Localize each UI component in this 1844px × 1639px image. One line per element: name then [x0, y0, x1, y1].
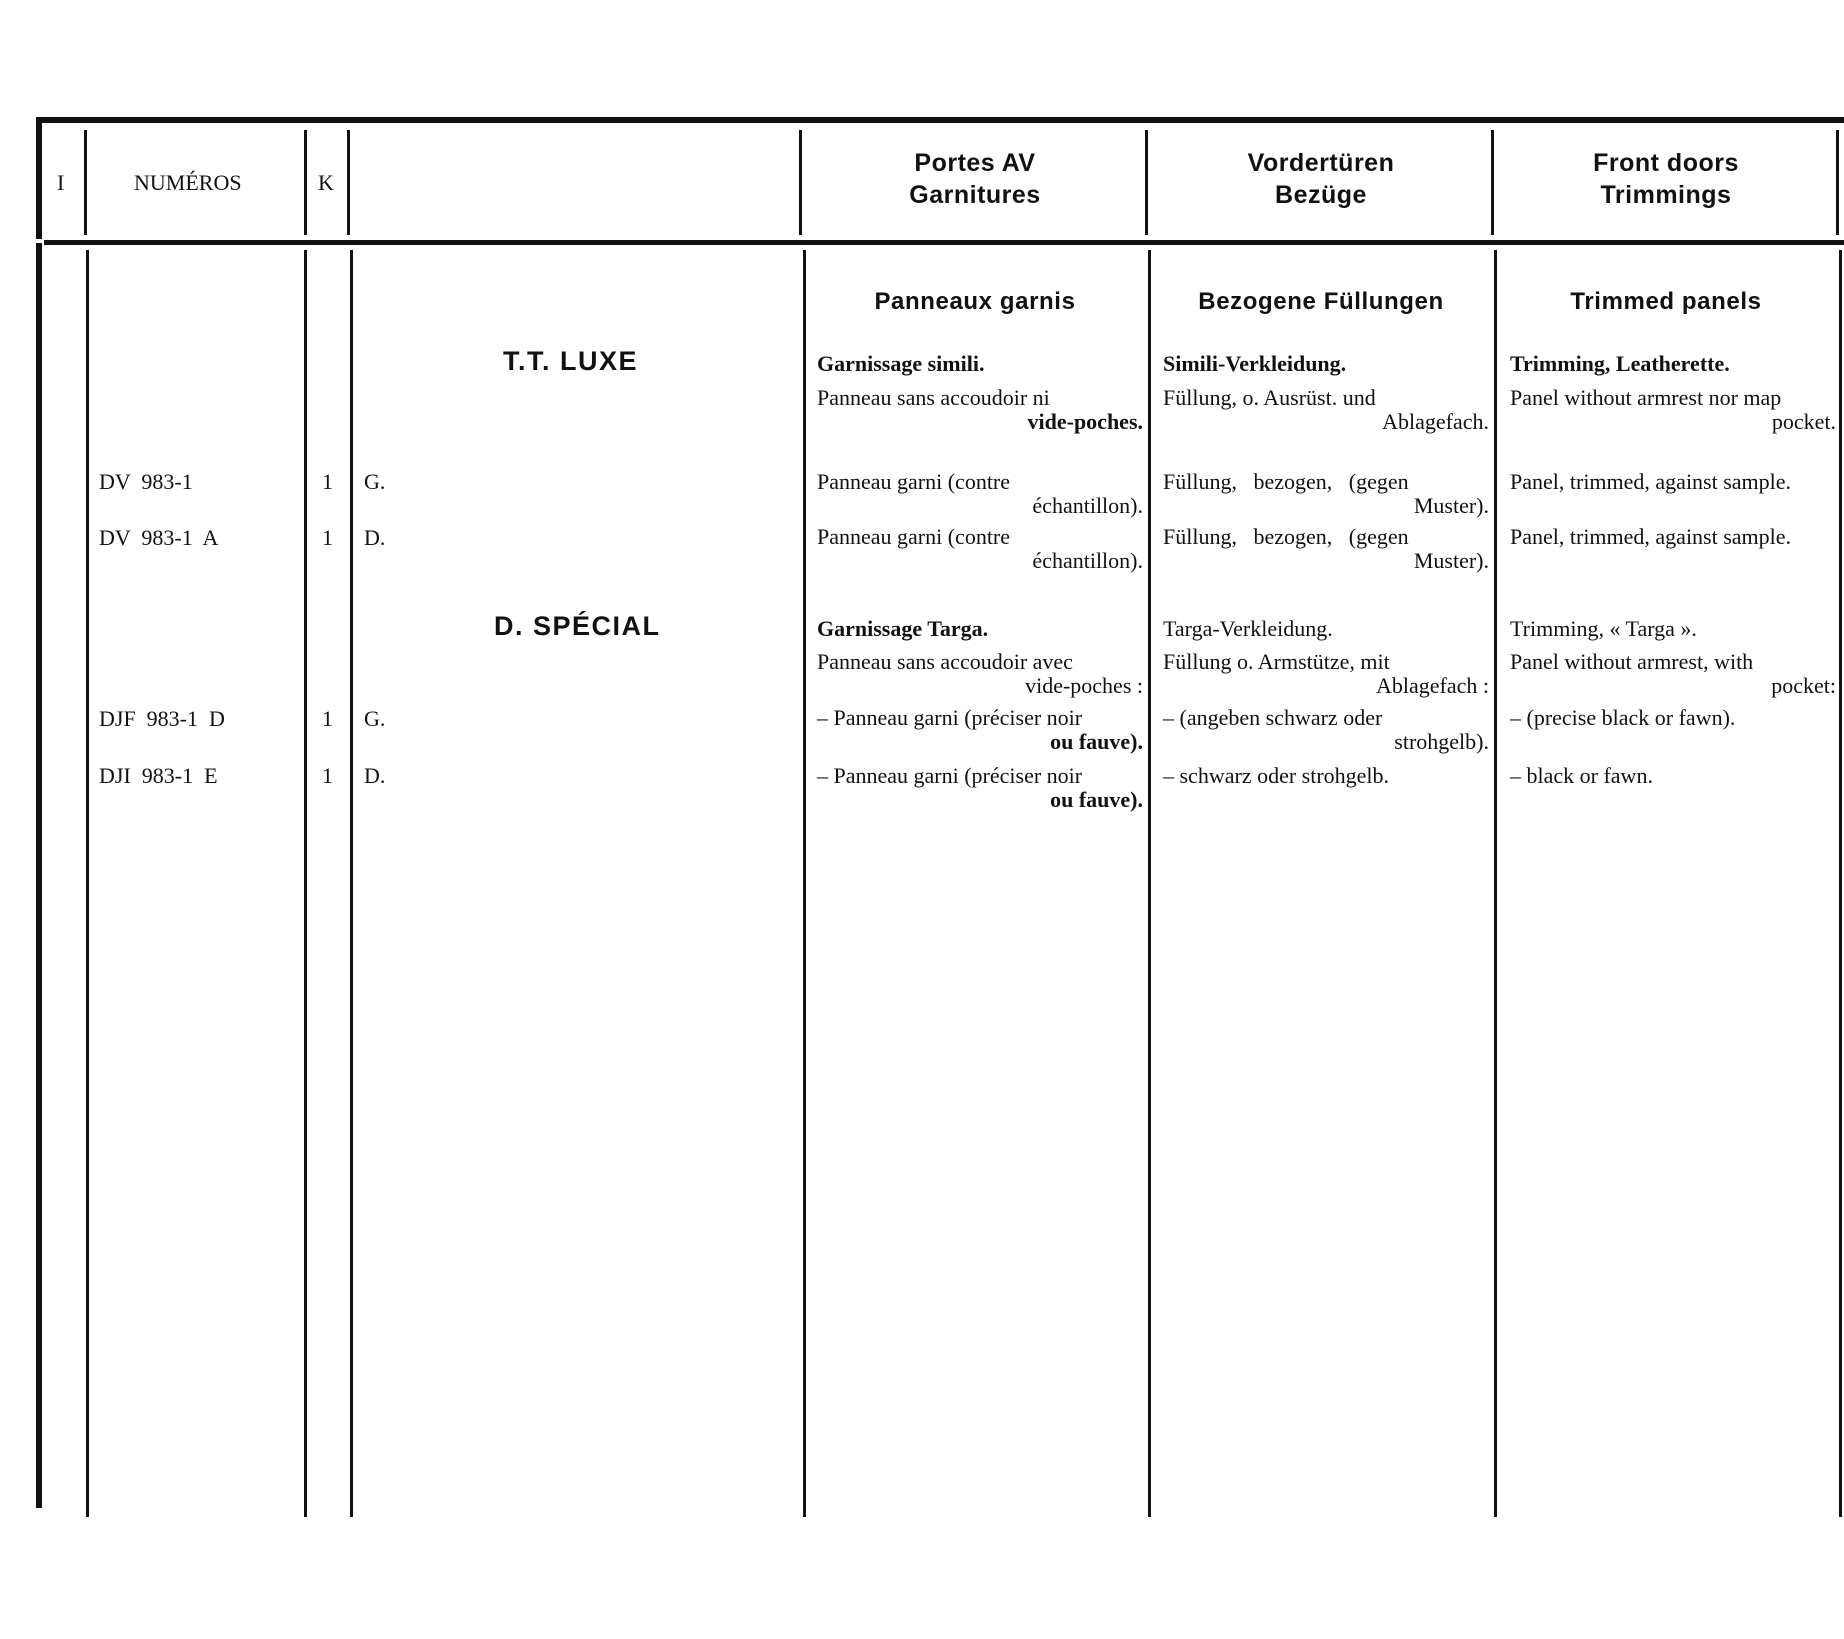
divider-k-body: [350, 250, 353, 1517]
de-header: [1150, 147, 1492, 211]
group1-de-desc-line1: Füllung, o. Ausrüst. und: [1163, 385, 1376, 410]
row4-fr-line2: ou fauve).: [1050, 787, 1143, 812]
row2-fr-line1: Panneau garni (contre: [817, 524, 1011, 549]
group1-en-desc-line2: pocket.: [1771, 409, 1836, 434]
group1-fr-desc-line2: vide-poches.: [1027, 409, 1143, 434]
group2-fr-desc-line1: Panneau sans accoudoir avec: [817, 649, 1073, 674]
row2-de-line2: Muster).: [1413, 548, 1489, 573]
row3-fr: [817, 706, 1143, 754]
divider-de-body: [1148, 250, 1151, 1517]
group1-fr-desc: [817, 386, 1143, 434]
divider-numeros-header: [304, 130, 307, 235]
row4-fr: [817, 764, 1143, 812]
left-border-body: [36, 243, 42, 1508]
group2-de-title: Targa-Verkleidung.: [1163, 616, 1333, 641]
row2-side: D.: [364, 525, 386, 550]
row1-fr: [817, 470, 1143, 518]
row3-en: – (precise black or fawn).: [1510, 705, 1736, 730]
model-tt-luxe: T.T. LUXE: [503, 346, 639, 376]
divider-numeros-body: [304, 250, 307, 1517]
row2-en: Panel, trimmed, against sample.: [1510, 524, 1792, 549]
row4-fr-line1: – Panneau garni (préciser noir: [817, 763, 1083, 788]
row1-de-line2: Muster).: [1413, 493, 1489, 518]
row3-de-line1: – (angeben schwarz oder: [1163, 705, 1383, 730]
group2-fr-desc: [817, 650, 1143, 698]
row4-numero: DJI 983-1 E: [99, 763, 218, 788]
section-de: Bezogene Füllungen: [1198, 288, 1444, 315]
row4-k: 1: [322, 763, 333, 788]
row3-numero: DJF 983-1 D: [99, 706, 225, 731]
row4-de: – schwarz oder strohgelb.: [1163, 763, 1390, 788]
group1-de-title: Simili-Verkleidung.: [1163, 351, 1347, 376]
row2-de: [1163, 525, 1489, 573]
row2-numero: DV 983-1 A: [99, 525, 219, 550]
top-border: [36, 117, 1844, 123]
divider-i-body: [86, 250, 89, 1517]
row1-fr-line1: Panneau garni (contre: [817, 469, 1011, 494]
row1-numero: DV 983-1: [99, 469, 193, 494]
divider-fr-header: [799, 130, 802, 235]
header-bottom-border: [44, 240, 1844, 245]
de-header-line1: Vordertüren: [1247, 149, 1395, 177]
col-i-header: I: [57, 170, 65, 195]
row3-fr-line1: – Panneau garni (préciser noir: [817, 705, 1083, 730]
row2-de-line1: Füllung, bezogen, (gegen: [1163, 524, 1409, 549]
group2-en-desc: [1510, 650, 1836, 698]
section-fr: Panneaux garnis: [874, 288, 1076, 315]
row2-fr: [817, 525, 1143, 573]
model-d-special: D. SPÉCIAL: [494, 611, 661, 641]
group1-en-title: Trimming, Leatherette.: [1510, 351, 1730, 376]
group1-en-desc: [1510, 386, 1836, 434]
row1-fr-line2: échantillon).: [1032, 493, 1143, 518]
fr-header: [805, 147, 1145, 211]
row1-side: G.: [364, 469, 386, 494]
group1-fr-title: Garnissage simili.: [817, 351, 985, 376]
row3-fr-line2: ou fauve).: [1050, 729, 1143, 754]
section-en: Trimmed panels: [1570, 288, 1762, 315]
divider-de-header: [1145, 130, 1148, 235]
right-border-body: [1839, 250, 1842, 1517]
group2-de-desc-line2: Ablagefach :: [1376, 673, 1489, 698]
fr-header-line2: Garnitures: [909, 181, 1041, 209]
row3-side: G.: [364, 706, 386, 731]
row4-side: D.: [364, 763, 386, 788]
row1-de: [1163, 470, 1489, 518]
row3-de: [1163, 706, 1489, 754]
fr-header-line1: Portes AV: [914, 149, 1036, 177]
group2-fr-desc-line2: vide-poches :: [1025, 673, 1143, 698]
group2-fr-title: Garnissage Targa.: [817, 616, 989, 641]
row3-de-line2: strohgelb).: [1394, 729, 1489, 754]
en-header-line2: Trimmings: [1600, 181, 1732, 209]
divider-fr-body: [803, 250, 806, 1517]
group1-fr-desc-line1: Panneau sans accoudoir ni: [817, 385, 1050, 410]
row3-k: 1: [322, 706, 333, 731]
divider-k-header: [347, 130, 350, 235]
group1-en-desc-line1: Panel without armrest nor map: [1510, 385, 1782, 410]
col-numeros-header: NUMÉROS: [134, 170, 242, 195]
de-header-line2: Bezüge: [1275, 181, 1367, 209]
row1-en: Panel, trimmed, against sample.: [1510, 469, 1792, 494]
col-k-header: K: [318, 170, 334, 195]
row2-fr-line2: échantillon).: [1032, 548, 1143, 573]
group2-de-desc: [1163, 650, 1489, 698]
group1-de-desc: [1163, 386, 1489, 434]
divider-i-header: [84, 130, 87, 235]
en-header-line1: Front doors: [1593, 149, 1739, 177]
row2-k: 1: [322, 525, 333, 550]
group2-en-title: Trimming, « Targa ».: [1510, 616, 1697, 641]
row4-en: – black or fawn.: [1510, 763, 1653, 788]
en-header: [1495, 147, 1837, 211]
left-border-header: [36, 119, 42, 239]
group1-de-desc-line2: Ablagefach.: [1382, 409, 1489, 434]
row1-de-line1: Füllung, bezogen, (gegen: [1163, 469, 1409, 494]
divider-en-body: [1494, 250, 1497, 1517]
group2-de-desc-line1: Füllung o. Armstütze, mit: [1163, 649, 1390, 674]
group2-en-desc-line2: pocket:: [1771, 673, 1836, 698]
group2-en-desc-line1: Panel without armrest, with: [1510, 649, 1754, 674]
row1-k: 1: [322, 469, 333, 494]
